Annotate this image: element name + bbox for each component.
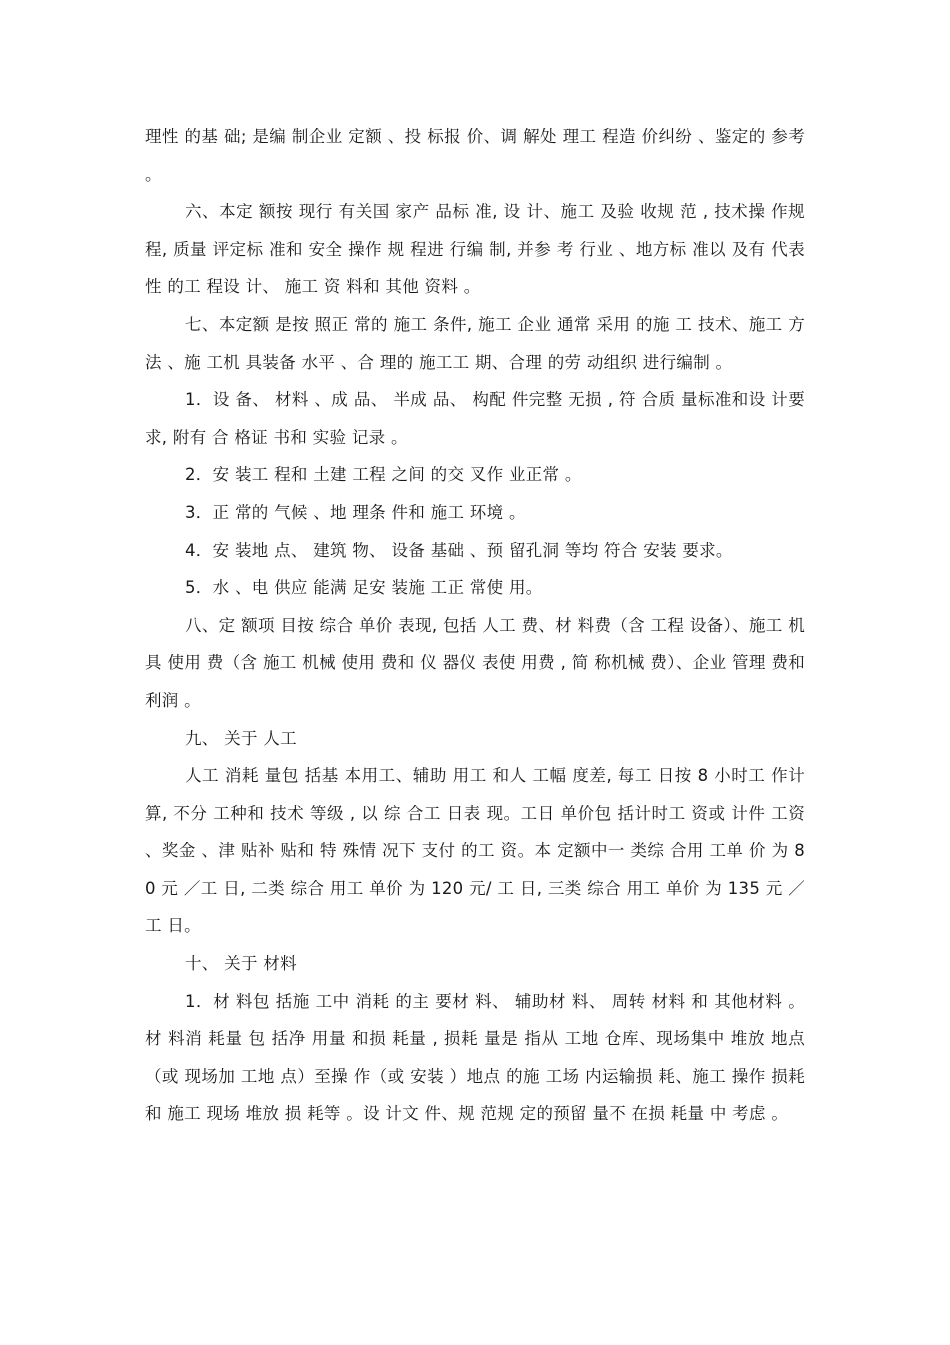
paragraph-item-1: 1．设 备、 材料 、成 品、 半成 品、 构配 件完整 无损 , 符 合质 量标准和设 计要 求, 附有 合 格证 书和 实验 记录 。 (145, 390, 805, 447)
document-body (145, 118, 805, 1133)
paragraph-item-2: 2．安 装工 程和 土建 工程 之间 的交 叉作 业正常 。 (185, 465, 582, 485)
paragraph-labor: 人工 消耗 量包 括基 本用工、辅助 用工 和人 工幅 度差, 每工 日按 8 小时工 作计 算, 不分 工种和 技术 等级 , 以 综 合工 日表 现。工日 单价包 括计时工 资或 计件 工资 、奖金 、津 贴补 贴和 特 殊情 况下 支付 的工 资。本 定额中一 类综 合用 工单 价 为 80 元 ／工 日, 二类 综合 用工 单价 为 120 元/ 工 日, 三类 综合 用工 单价 为 135 元 ／工 日。 (145, 766, 805, 936)
paragraph-section-7: 七、本定额 是按 照正 常的 施工 条件, 施工 企业 通常 采用 的施 工 技术、施工 方法 、施 工机 具装备 水平 、合 理的 施工工 期、合理 的劳 动组织 进行编制 。 (145, 314, 805, 372)
heading-section-9: 九、 关于 人工 (185, 728, 297, 748)
paragraph-intro-continuation: 理性 的基 础; 是编 制企业 定额 、投 标报 价、调 解处 理工 程造 价纠纷 、鉴定的 参考 。 (145, 127, 805, 184)
paragraph-item-4: 4．安 装地 点、 建筑 物、 设备 基础 、预 留孔洞 等均 符合 安装 要求。 (185, 540, 733, 560)
heading-section-10: 十、 关于 材料 (185, 954, 297, 974)
paragraph-materials-1: 1．材 料包 括施 工中 消耗 的主 要材 料、 辅助材 料、 周转 材料 和 其他材料 。材 料消 耗量 包 括净 用量 和损 耗量 , 损耗 量是 指从 工地 仓库、现场集中 堆放 地点（或 现场加 工地 点）至操 作（或 安装 ）地点 的施 工场 内运输损 耗、施工 操作 损耗和 施工 现场 堆放 损 耗等 。设 计文 件、规 范规 定的预留 量不 在损 耗量 中 考虑 。 (145, 991, 805, 1124)
paragraph-item-3: 3．正 常的 气候 、地 理条 件和 施工 环境 。 (185, 502, 526, 522)
paragraph-section-8: 八、定 额项 目按 综合 单价 表现, 包括 人工 费、材 料费（含 工程 设备）、施工 机具 使用 费（含 施工 机械 使用 费和 仪 器仪 表使 用费 , 简 称机械 费）、企业 管理 费和 利润 。 (145, 615, 805, 710)
paragraph-section-6: 六、本定 额按 现行 有关国 家产 品标 准, 设 计、施工 及验 收规 范 , 技术操 作规 程, 质量 评定标 准和 安全 操作 规 程进 行编 制, 并参 考 行业 、地方标 准以 及有 代表 性 的工 程设 计、 施工 资 料和 其他 资料 。 (145, 202, 805, 297)
paragraph-item-5: 5．水 、电 供应 能满 足安 装施 工正 常使 用。 (185, 578, 543, 598)
